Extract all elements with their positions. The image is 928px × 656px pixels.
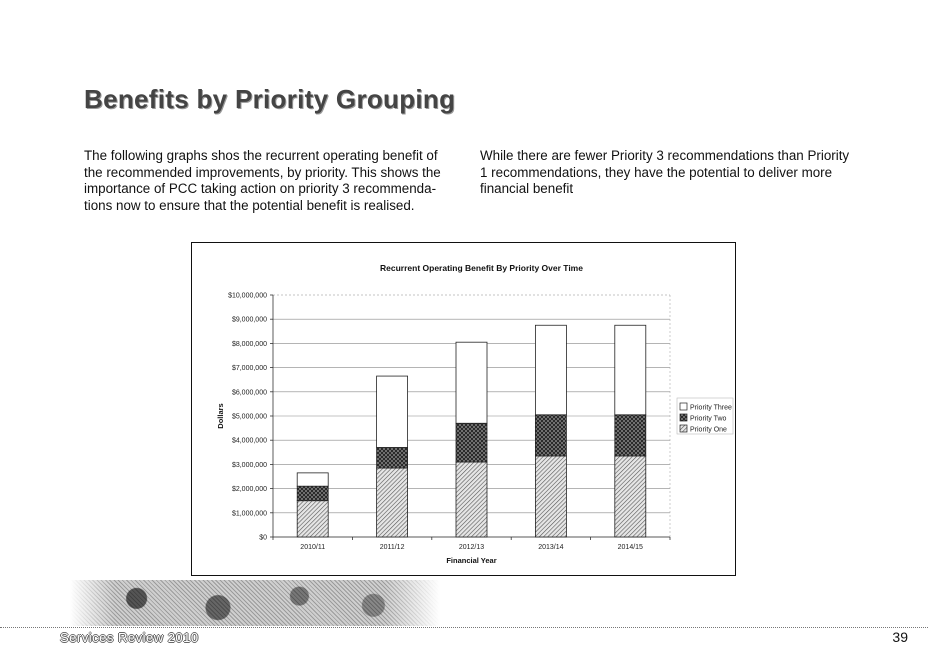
legend-label: Priority Two — [690, 415, 727, 423]
y-tick-label: $0 — [259, 534, 267, 542]
legend-swatch-priority-three — [680, 403, 687, 410]
bar-priority-two — [535, 415, 566, 456]
bar-priority-two — [615, 415, 646, 456]
y-tick-label: $2,000,000 — [231, 486, 267, 494]
footer-divider — [0, 627, 928, 628]
bar-priority-one — [456, 462, 487, 537]
legend-swatch-priority-one — [680, 425, 687, 432]
y-tick-label: $5,000,000 — [231, 413, 267, 421]
x-tick-label: 2012/13 — [458, 544, 485, 551]
x-tick-label: 2011/12 — [379, 544, 405, 551]
x-tick-label: 2013/14 — [538, 544, 564, 551]
stacked-bar-chart — [192, 243, 737, 577]
footer-photo-strip — [70, 580, 440, 626]
intro-paragraph-left: The following graphs shos the recurrent operating benefit of the recommended improvements, by priority. This shows the importance of PCC taking action on priority 3 recommenda-tions now to ensure that the potential benefit is realised. — [84, 148, 441, 213]
bar-priority-three — [456, 342, 487, 423]
y-tick-label: $9,000,000 — [231, 316, 267, 324]
x-tick-label: 2014/15 — [617, 544, 643, 551]
footer-title: Services Review 2010 — [60, 630, 199, 645]
y-tick-label: $8,000,000 — [231, 340, 267, 348]
y-tick-label: $10,000,000 — [228, 292, 267, 300]
bar-priority-one — [377, 468, 408, 537]
legend-label: Priority One — [690, 426, 727, 434]
y-tick-label: $3,000,000 — [231, 461, 267, 469]
bar-priority-two — [377, 447, 408, 468]
legend-swatch-priority-two — [680, 414, 687, 421]
y-tick-label: $1,000,000 — [231, 510, 267, 518]
y-axis-label: Dollars — [216, 403, 225, 429]
bar-priority-two — [297, 486, 328, 501]
bar-priority-three — [615, 325, 646, 415]
bar-priority-two — [456, 423, 487, 462]
bar-priority-three — [297, 473, 328, 486]
y-tick-label: $6,000,000 — [231, 389, 267, 397]
chart-title: Recurrent Operating Benefit By Priority Over Time — [380, 263, 583, 273]
bar-priority-one — [535, 456, 566, 537]
bar-priority-three — [535, 325, 566, 415]
chart-container — [191, 242, 736, 576]
y-tick-label: $4,000,000 — [231, 437, 267, 445]
legend-label: Priority Three — [690, 404, 732, 412]
bar-priority-three — [377, 376, 408, 447]
page-number: 39 — [892, 629, 908, 645]
bar-priority-one — [615, 456, 646, 537]
page-title: Benefits by Priority Grouping — [84, 84, 456, 114]
x-tick-label: 2010/11 — [300, 544, 326, 551]
x-axis-label: Financial Year — [446, 556, 497, 565]
bar-priority-one — [297, 501, 328, 537]
y-tick-label: $7,000,000 — [231, 365, 267, 373]
intro-paragraph-right: While there are fewer Priority 3 recommendations than Priority 1 recommendations, they have the potential to deliver more financial benefit — [480, 148, 850, 196]
